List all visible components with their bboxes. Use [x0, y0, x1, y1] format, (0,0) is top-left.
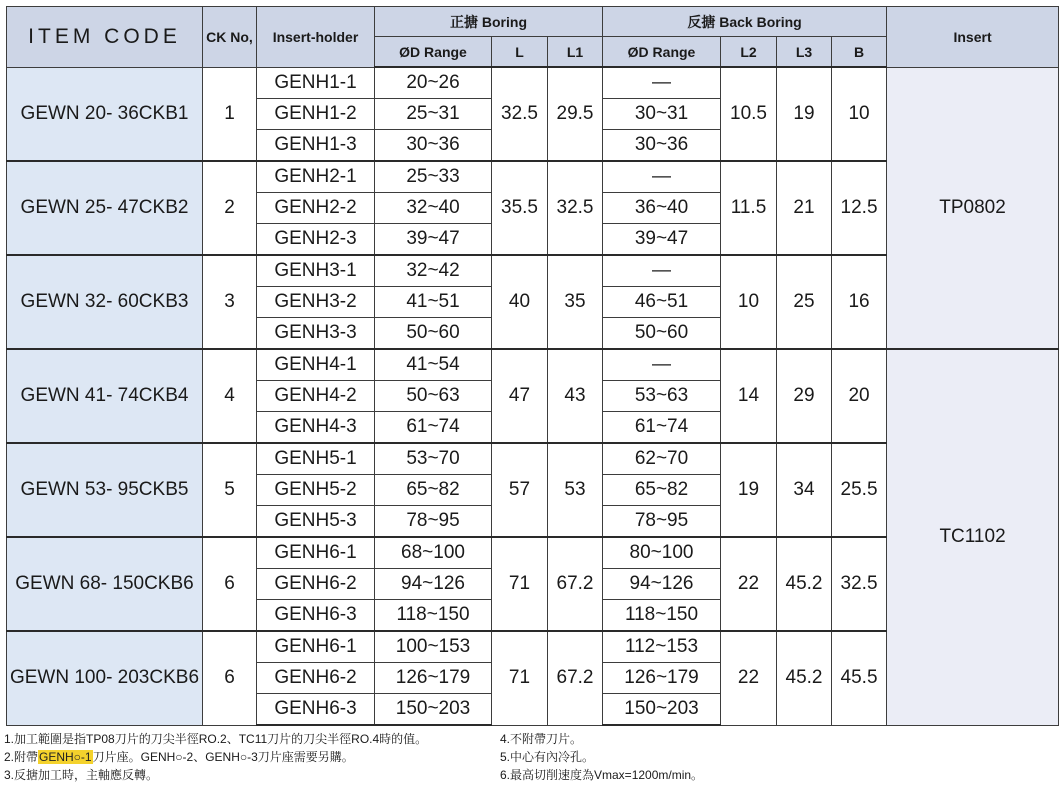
d-range-cell: 25~33 — [375, 161, 492, 193]
d-range-cell: 94~126 — [375, 569, 492, 600]
insert-holder-cell: GENH5-3 — [257, 506, 375, 538]
l2-cell: 22 — [721, 537, 777, 631]
back-d-range-cell: 36~40 — [603, 193, 721, 224]
header-d-range-back: ØD Range — [603, 37, 721, 68]
notes-left — [4, 730, 427, 784]
header-l2: L2 — [721, 37, 777, 68]
back-d-range-cell: 94~126 — [603, 569, 721, 600]
l-cell: 57 — [492, 443, 548, 537]
back-d-range-cell: 78~95 — [603, 506, 721, 538]
back-d-range-cell: 53~63 — [603, 381, 721, 412]
l2-cell: 11.5 — [721, 161, 777, 255]
l1-cell: 53 — [548, 443, 603, 537]
insert-holder-cell: GENH1-2 — [257, 99, 375, 130]
spec-table — [6, 6, 1059, 726]
insert-holder-cell: GENH4-3 — [257, 412, 375, 444]
note-2-suffix: 刀片座。GENH○-2、GENH○-3刀片座需要另購。 — [92, 750, 354, 764]
table-header — [7, 7, 1059, 68]
l1-cell: 29.5 — [548, 67, 603, 161]
item-code-cell: GEWN 20- 36CKB1 — [7, 67, 203, 161]
insert-holder-cell: GENH2-2 — [257, 193, 375, 224]
note-5: 5.中心有內冷孔。 — [500, 750, 595, 764]
d-range-cell: 126~179 — [375, 663, 492, 694]
back-d-range-cell: 150~203 — [603, 694, 721, 726]
header-boring: 正搪 Boring — [375, 7, 603, 37]
b-cell: 20 — [832, 349, 887, 443]
l2-cell: 22 — [721, 631, 777, 725]
back-d-range-cell: 126~179 — [603, 663, 721, 694]
d-range-cell: 150~203 — [375, 694, 492, 726]
note-2-highlight: GENH○-1 — [39, 750, 92, 764]
ck-no-cell: 4 — [203, 349, 257, 443]
d-range-cell: 53~70 — [375, 443, 492, 475]
b-cell: 12.5 — [832, 161, 887, 255]
item-code-cell: GEWN 25- 47CKB2 — [7, 161, 203, 255]
header-l: L — [492, 37, 548, 68]
d-range-cell: 61~74 — [375, 412, 492, 444]
b-cell: 32.5 — [832, 537, 887, 631]
item-code-cell: GEWN 68- 150CKB6 — [7, 537, 203, 631]
l2-cell: 19 — [721, 443, 777, 537]
l3-cell: 19 — [777, 67, 832, 161]
back-d-range-cell: 80~100 — [603, 537, 721, 569]
l3-cell: 29 — [777, 349, 832, 443]
note-4: 4.不附帶刀片。 — [500, 732, 583, 746]
note-3: 3.反搪加工時，主軸應反轉。 — [4, 768, 159, 782]
l-cell: 40 — [492, 255, 548, 349]
insert-holder-cell: GENH3-3 — [257, 318, 375, 350]
l-cell: 32.5 — [492, 67, 548, 161]
l-cell: 71 — [492, 537, 548, 631]
d-range-cell: 100~153 — [375, 631, 492, 663]
insert-holder-cell: GENH6-3 — [257, 694, 375, 726]
header-item-code: ITEM CODE — [7, 7, 203, 68]
header-l1: L1 — [548, 37, 603, 68]
d-range-cell: 118~150 — [375, 600, 492, 632]
d-range-cell: 41~51 — [375, 287, 492, 318]
header-ck-no: CK No, — [203, 7, 257, 68]
d-range-cell: 50~63 — [375, 381, 492, 412]
l2-cell: 10 — [721, 255, 777, 349]
l-cell: 71 — [492, 631, 548, 725]
d-range-cell: 25~31 — [375, 99, 492, 130]
back-d-range-cell: 65~82 — [603, 475, 721, 506]
insert-cell: TP0802 — [887, 67, 1059, 349]
insert-holder-cell: GENH2-3 — [257, 224, 375, 256]
back-d-range-cell: 61~74 — [603, 412, 721, 444]
l3-cell: 25 — [777, 255, 832, 349]
l-cell: 47 — [492, 349, 548, 443]
back-d-range-cell: — — [603, 349, 721, 381]
b-cell: 16 — [832, 255, 887, 349]
insert-holder-cell: GENH1-1 — [257, 67, 375, 99]
header-back-boring: 反搪 Back Boring — [603, 7, 887, 37]
back-d-range-cell: 46~51 — [603, 287, 721, 318]
l1-cell: 32.5 — [548, 161, 603, 255]
ck-no-cell: 6 — [203, 631, 257, 725]
insert-holder-cell: GENH3-1 — [257, 255, 375, 287]
l2-cell: 14 — [721, 349, 777, 443]
insert-holder-cell: GENH5-2 — [257, 475, 375, 506]
header-d-range: ØD Range — [375, 37, 492, 68]
header-insert: Insert — [887, 7, 1059, 68]
insert-holder-cell: GENH1-3 — [257, 130, 375, 162]
back-d-range-cell: — — [603, 255, 721, 287]
d-range-cell: 50~60 — [375, 318, 492, 350]
d-range-cell: 20~26 — [375, 67, 492, 99]
insert-holder-cell: GENH5-1 — [257, 443, 375, 475]
item-code-cell: GEWN 32- 60CKB3 — [7, 255, 203, 349]
d-range-cell: 30~36 — [375, 130, 492, 162]
notes-right — [500, 730, 703, 784]
back-d-range-cell: 62~70 — [603, 443, 721, 475]
insert-holder-cell: GENH4-2 — [257, 381, 375, 412]
back-d-range-cell: 39~47 — [603, 224, 721, 256]
ck-no-cell: 2 — [203, 161, 257, 255]
note-2-prefix: 2.附帶 — [4, 750, 39, 764]
l1-cell: 43 — [548, 349, 603, 443]
ck-no-cell: 1 — [203, 67, 257, 161]
insert-holder-cell: GENH6-1 — [257, 631, 375, 663]
l2-cell: 10.5 — [721, 67, 777, 161]
insert-holder-cell: GENH6-2 — [257, 663, 375, 694]
d-range-cell: 32~42 — [375, 255, 492, 287]
insert-holder-cell: GENH4-1 — [257, 349, 375, 381]
item-code-cell: GEWN 100- 203CKB6 — [7, 631, 203, 725]
b-cell: 45.5 — [832, 631, 887, 725]
header-insert-holder: Insert-holder — [257, 7, 375, 68]
insert-holder-cell: GENH6-1 — [257, 537, 375, 569]
insert-holder-cell: GENH6-3 — [257, 600, 375, 632]
note-1: 1.加工範圍是指TP08刀片的刀尖半徑RO.2、TC11刀片的刀尖半徑RO.4時的值。 — [4, 732, 428, 746]
l1-cell: 67.2 — [548, 631, 603, 725]
d-range-cell: 78~95 — [375, 506, 492, 538]
d-range-cell: 32~40 — [375, 193, 492, 224]
back-d-range-cell: 50~60 — [603, 318, 721, 350]
ck-no-cell: 3 — [203, 255, 257, 349]
insert-holder-cell: GENH6-2 — [257, 569, 375, 600]
d-range-cell: 68~100 — [375, 537, 492, 569]
l3-cell: 21 — [777, 161, 832, 255]
back-d-range-cell: — — [603, 161, 721, 193]
l-cell: 35.5 — [492, 161, 548, 255]
back-d-range-cell: 118~150 — [603, 600, 721, 632]
l3-cell: 34 — [777, 443, 832, 537]
back-d-range-cell: 30~36 — [603, 130, 721, 162]
insert-cell: TC1102 — [887, 349, 1059, 725]
item-code-cell: GEWN 41- 74CKB4 — [7, 349, 203, 443]
l1-cell: 67.2 — [548, 537, 603, 631]
insert-holder-cell: GENH3-2 — [257, 287, 375, 318]
l1-cell: 35 — [548, 255, 603, 349]
d-range-cell: 39~47 — [375, 224, 492, 256]
item-code-cell: GEWN 53- 95CKB5 — [7, 443, 203, 537]
back-d-range-cell: 112~153 — [603, 631, 721, 663]
b-cell: 25.5 — [832, 443, 887, 537]
insert-holder-cell: GENH2-1 — [257, 161, 375, 193]
note-6: 6.最高切削速度為Vmax=1200m/min。 — [500, 768, 704, 782]
spec-table-container — [6, 6, 1058, 726]
d-range-cell: 65~82 — [375, 475, 492, 506]
back-d-range-cell: — — [603, 67, 721, 99]
table-body — [7, 67, 1059, 725]
note-2 — [4, 748, 427, 766]
b-cell: 10 — [832, 67, 887, 161]
ck-no-cell: 5 — [203, 443, 257, 537]
table-row — [7, 67, 1059, 99]
header-l3: L3 — [777, 37, 832, 68]
l3-cell: 45.2 — [777, 631, 832, 725]
ck-no-cell: 6 — [203, 537, 257, 631]
d-range-cell: 41~54 — [375, 349, 492, 381]
header-b: B — [832, 37, 887, 68]
table-row — [7, 349, 1059, 381]
back-d-range-cell: 30~31 — [603, 99, 721, 130]
l3-cell: 45.2 — [777, 537, 832, 631]
